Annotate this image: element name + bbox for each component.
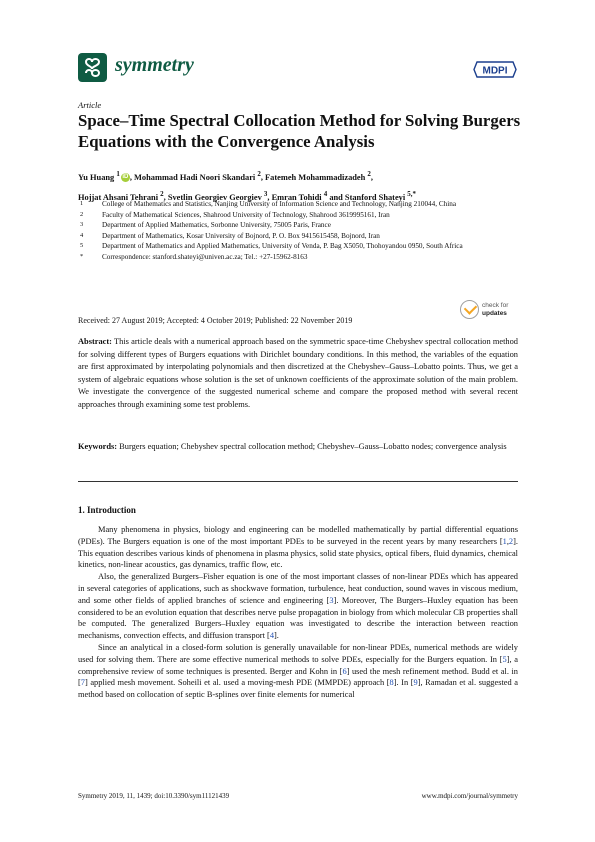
affiliation-mark: 4 — [80, 231, 84, 239]
affiliation-text: College of Mathematics and Statistics, Nanjing University of Information Science and Technology, Nanjing 210044, China — [102, 200, 457, 208]
paragraph-text: ]. In [ — [393, 678, 414, 688]
abstract-label: Abstract: — [78, 337, 112, 346]
keywords — [78, 441, 518, 454]
author-affiliation-mark: 2 — [160, 189, 164, 198]
author-name: Svetlin Georgiev Georgiev — [167, 192, 262, 202]
author-list: Yu Huang $^1$ iD , Mohammad Hadi Noori Skandari $^2$, Fatemeh Mohammadizadeh $^2$, Hojjat Ahsani Tehrani $^2$, Svetlin Georgiev Georgiev $^3$, Emran Tohidi $^4$ and Stanford Shateyi $^{5,*}$ — [78, 170, 417, 202]
citation-link[interactable]: 3 — [329, 595, 334, 605]
paragraph-text: ] applied mesh movement. Soheili et al. used a moving-mesh PDE (MMPDE) approach [ — [84, 678, 390, 688]
affiliation-mark: 2 — [80, 210, 84, 218]
author-affiliation-mark: 3 — [263, 189, 268, 198]
section-divider — [78, 481, 518, 482]
paragraph-text: Also, the generalized Burgers–Fisher equation is one of the most important classes of non-linear PDEs which has appeared in several categories of applications, such as shockwave formation, turbulence, heat conduction, sound waves in viscous medium, and some other fields of applied branches of science and engineering [ — [78, 572, 518, 605]
paragraph-text: ]. This equation describes various kinds of phenomena in plasma physics, solid state physics, optical fibers, fluid dynamics, chemical kinetics, non-linear acoustics, gas dynamics, traffic flow, etc. — [78, 536, 518, 570]
author-affiliation-mark: 2 — [257, 170, 261, 178]
author-name: Fatemeh Mohammadizadeh — [265, 172, 366, 182]
check-for-updates-button[interactable] — [460, 300, 518, 322]
paragraph-text: , — [506, 536, 509, 546]
article-type: Article — [78, 100, 102, 110]
author-name: Yu Huang — [78, 172, 115, 182]
citation-link[interactable]: 1 — [502, 536, 507, 546]
affiliation-item — [78, 231, 523, 242]
citation-link[interactable]: 6 — [342, 666, 347, 676]
check-updates-line2: updates — [482, 309, 507, 317]
publication-dates: Received: 27 August 2019; Accepted: 4 October 2019; Published: 22 November 2019 — [78, 316, 353, 325]
author-conjunction: and — [329, 192, 343, 202]
affiliation-mark: * — [80, 252, 84, 260]
paragraph — [78, 571, 518, 642]
abstract-text: This article deals with a numerical approach based on the symmetric space-time Chebyshev spectral collocation method for solving different types of Burgers equations with Dirichlet boundary conditions. In this method, the variables of the equation are first approximated by interpolating polynomials and then discretized at the Chebyshev–Gauss–Lobatto points. Thus, we get a system of algebraic equations whose solution is the set of unknown coefficients of the approximate solution of the main problem. We investigate the convergence of the suggested numerical scheme and compare the proposed method with several recent approaches through examining some test problems. — [78, 337, 518, 409]
paragraph-text: Since an analytical in a closed-form solution is generally unavailable for non-linear PDEs, numerical methods are widely used for solving them. There are some effective numerical methods to solve PDEs, especially for the Burgers equation. In [ — [78, 642, 518, 664]
journal-name: symmetry — [115, 54, 194, 76]
citation-link[interactable]: 4 — [269, 631, 274, 641]
affiliation-item — [78, 210, 523, 221]
affiliation-item — [78, 241, 523, 252]
author-affiliation-mark: 5,* — [407, 189, 417, 198]
citation-link[interactable]: 9 — [413, 678, 418, 688]
affiliation-mark: 1 — [80, 200, 84, 207]
paragraph — [78, 524, 518, 571]
affiliation-item — [78, 199, 523, 210]
affiliation-mark: 5 — [80, 242, 84, 249]
keywords-label: Keywords: — [78, 442, 118, 451]
citation-link[interactable]: 8 — [389, 678, 394, 688]
check-updates-line1: check for — [482, 302, 509, 309]
paper-title: Space–Time Spectral Collocation Method for Solving Burgers Equations with the Convergence Analysis — [78, 111, 521, 151]
mdpi-logo-icon — [473, 59, 517, 80]
symmetry-logo-icon — [78, 53, 107, 82]
paragraph-text: ]. Moreover, The Burgers–Huxley equation has been considered to be an evolution equation that describes nerve pulse propagation in biology from which molecular CB properties shall be computed. The generalized Burgers–Huxley equation was investigated to describe the interaction between reaction mechanisms, convection effects, and diffusion transport [ — [78, 595, 518, 641]
paragraph-text: ], a comprehensive review of some techniques is presented. Berger and Kohn in [ — [78, 654, 518, 676]
citation-link[interactable]: 5 — [502, 654, 507, 664]
orcid-icon[interactable]: iD — [122, 174, 129, 181]
author-affiliation-mark: 4 — [323, 189, 328, 198]
author-name: Hojjat Ahsani Tehrani — [78, 192, 159, 202]
author-affiliation-mark: 1 — [116, 170, 120, 178]
author-affiliation-mark: 2 — [367, 170, 371, 178]
abstract — [78, 336, 518, 411]
paragraph-text: ] used the mesh refinement method. Budd et al. in [ — [78, 666, 518, 688]
affiliation-item — [78, 252, 523, 263]
affiliation-list — [78, 199, 523, 262]
author-name: Emran Tohidi — [271, 192, 322, 202]
paragraph — [78, 642, 518, 701]
citation-link[interactable]: 7 — [80, 678, 85, 688]
paragraph-text: ]. — [274, 631, 279, 641]
paragraph-text: Many phenomena in physics, biology and engineering can be modelled mathematically by partial differential equations (PDEs). The Burgers equation is one of the most important PDEs to be surveyed in the recent years by many researchers [ — [78, 525, 518, 546]
affiliation-item — [78, 220, 523, 231]
author-name: Mohammad Hadi Noori Skandari — [134, 172, 256, 182]
affiliation-mark: 3 — [80, 221, 84, 228]
affiliation-text: Department of Mathematics and Applied Mathematics, University of Venda, P. Bag X5050, Thohoyandou 0950, South Africa — [102, 242, 463, 250]
affiliation-text: Department of Applied Mathematics, Sorbonne University, 75005 Paris, France — [102, 221, 331, 229]
check-updates-label — [482, 302, 508, 317]
affiliation-text: Department of Mathematics, Kosar University of Bojnord, P. O. Box 9415615458, Bojnord, Iran — [102, 231, 380, 240]
checkmark-icon — [460, 300, 479, 319]
paragraph-text: ], Ramadan et al. suggested a method based on collocation of septic B-splines over finite elements for numerical — [78, 678, 518, 700]
keywords-text: Burgers equation; Chebyshev spectral collocation method; Chebyshev–Gauss–Lobatto nodes; convergence analysis — [119, 442, 507, 451]
introduction-body — [78, 524, 518, 701]
citation-link[interactable]: 2 — [508, 536, 514, 546]
section-heading: 1. Introduction — [78, 505, 136, 515]
footer-url[interactable]: www.mdpi.com/journal/symmetry — [421, 792, 518, 800]
correspondence-text: Correspondence: stanford.shateyi@univen.ac.za; Tel.: +27-15962-8163 — [102, 252, 308, 261]
author-name: Stanford Shateyi — [344, 192, 406, 202]
mdpi-logo-text: MDPI — [482, 65, 508, 77]
affiliation-text: Faculty of Mathematical Sciences, Shahrood University of Technology, Shahrood 3619995161, Iran — [102, 210, 390, 219]
footer-citation: Symmetry 2019, 11, 1439; doi:10.3390/sym11121439 — [78, 792, 230, 800]
